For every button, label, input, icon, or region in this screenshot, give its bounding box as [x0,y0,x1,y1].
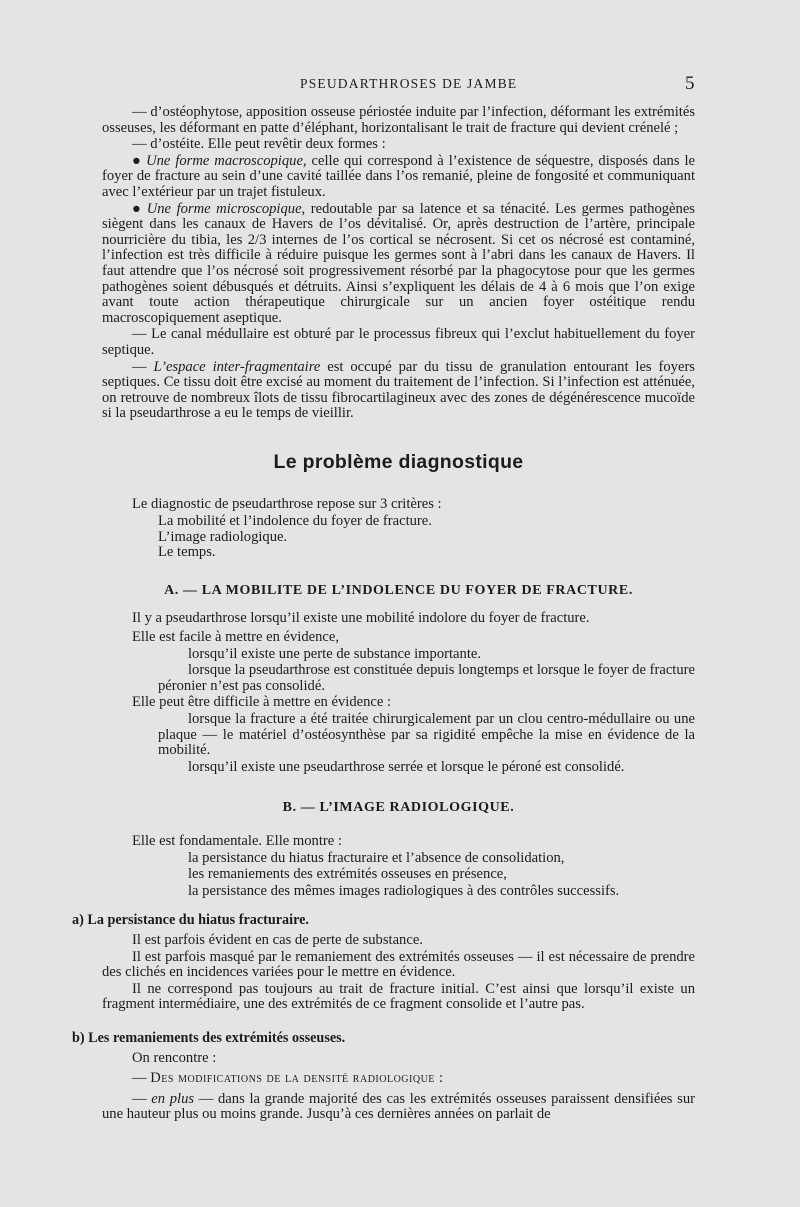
paragraph-difficile: Elle peut être difficile à mettre en évidence : [132,694,392,711]
paragraph-text: est occupé par du tissu de granulation entourant les foyers septiques. Ce tissu doit être excisé au moment du traitement de l’infection. Si l’infection est atténuée, on retrouve de nombreux îlots de tissu fibrocartilagineux avec des zones de dégénérescence mucoïde si la pseudarthrose a eu le temps de vieillir. [102,358,695,422]
paragraph-on-rencontre: On rencontre : [132,1049,217,1066]
paragraph-facile: Elle est facile à mettre en évidence, [132,629,340,646]
subheading-hiatus [72,913,695,929]
subsection-heading-b: B. — L’IMAGE RADIOLOGIQUE. [282,800,515,816]
list-item: Le temps. [158,544,216,561]
paragraph-osteite: — d’ostéite. Elle peut revêtir deux formes : [132,136,386,153]
running-title: PSEUDARTHROSES DE JAMBE [300,76,518,91]
bullet-icon: ● [132,152,143,169]
subheading-text: La persistance du hiatus fracturaire. [87,912,309,929]
emphasis-text: Une forme macroscopique, [146,152,307,169]
list-item: lorsqu’il existe une pseudarthrose serrée et lorsque le péroné est consolidé. [188,758,625,775]
smallcaps-text: Des modifications de la densité radiologique : [150,1070,444,1087]
body-text [72,104,695,1124]
section-heading-diagnostic: Le problème diagnostique [273,450,524,473]
list-item: lorsque la pseudarthrose est constituée depuis longtemps et lorsque le foyer de fracture péronier n’est pas consolidé. [158,662,695,694]
dash-text: — [132,358,154,375]
list-item: la persistance du hiatus fracturaire et l’absence de consolidation, [188,849,565,866]
list-item: L’image radiologique. [158,528,288,545]
emphasis-text: en plus [151,1090,195,1107]
emphasis-text: L’espace inter-fragmentaire [153,358,321,375]
dash-text: — [132,1070,151,1087]
paragraph-canal-medullaire: — Le canal médullaire est obturé par le processus fibreux qui l’exclut habituellement du foyer septique. [102,326,695,358]
paragraph-modifications-densite [102,1071,695,1087]
bullet-icon: ● [132,200,143,217]
item-label: a) [72,912,84,929]
paragraph-forme-microscopique [102,202,695,327]
paragraph-osteophytose: — d’ostéophytose, apposition osseuse périostée induite par l’infection, déformant les extrémités osseuses, les déformant en patte d’éléphant, horizontalisant le trait de fracture qui devient crénelé ; [102,104,695,136]
paragraph-text: celle qui correspond à l’existence de séquestre, disposés dans le foyer de fracture au sein d’une cavité taillée dans l’os remanié, pleine de fongosité et communiquant avec l’extérieur par un trajet fistuleux. [102,152,695,200]
list-item: les remaniements des extrémités osseuses en présence, [188,866,507,883]
subheading-remaniements [72,1031,695,1047]
paragraph-trait-initial: Il ne correspond pas toujours au trait de fracture initial. C’est ainsi que lorsqu’il existe un fragment intermédiaire, une des extrémités de ce fragment consolide et l’autre pas. [102,980,695,1013]
subsection-heading-a: A. — LA MOBILITE DE L’INDOLENCE DU FOYER DE FRACTURE. [164,582,633,598]
emphasis-text: Une forme microscopique, [146,200,306,217]
diagnostic-intro: Le diagnostic de pseudarthrose repose sur 3 critères : [132,496,442,513]
list-item: la persistance des mêmes images radiologiques à des contrôles successifs. [188,882,620,899]
paragraph-evident: Il est parfois évident en cas de perte de substance. [132,931,423,948]
criteria-list [102,514,695,561]
paragraph-espace-inter-fragmentaire [102,360,695,422]
list-item: lorsque la fracture a été traitée chirurgicalement par un clou centro-médullaire ou une plaque — le matériel d’ostéosynthèse par sa rigidité empêche la mise en évidence de la mobilité. [158,711,695,759]
paragraph-mobilite: Il y a pseudarthrose lorsqu’il existe une mobilité indolore du foyer de fracture. [132,610,590,627]
running-header [0,73,800,96]
paragraph-forme-macroscopique [102,154,695,201]
subheading-text: Les remaniements des extrémités osseuses. [88,1029,346,1046]
page-number: 5 [685,73,695,94]
item-label: b) [72,1029,85,1046]
paragraph-masque: Il est parfois masqué par le remaniement des extrémités osseuses — il est nécessaire de prendre des clichés en incidences variées pour le mettre en évidence. [102,948,695,981]
list-item: lorsqu’il existe une perte de substance importante. [188,645,482,662]
paragraph-fondamentale: Elle est fondamentale. Elle montre : [132,832,342,849]
dash-text: — [132,1090,152,1107]
paragraph-text: redoutable par sa latence et sa ténacité. Les germes pathogènes siègent dans les canaux de Havers de l’os dévitalisé. Or, après destruction de l’artère, principale nourricière du tibia, les 2/3 internes de l’os cortical se nécrosent. Si cet os nécrosé est contaminé, l’infection est très difficile à réduire puisque les germes sont à l’abri dans les canaux de Havers. Il faut attendre que l’os nécrosé soit progressivement résorbé par la phagocytose pour que les germes pathogènes soient débusqués et détruits. Ainsi s’expliquent les délais de 4 à 6 mois que l’on exige avant toute action thérapeutique chirurgicale sur un ancien foyer ostéitique rendu macroscopiquement aseptique. [102,200,695,326]
list-item: La mobilité et l’indolence du foyer de fracture. [158,513,432,530]
paragraph-text: — dans la grande majorité des cas les extrémités osseuses paraissent densifiées sur une hauteur plus ou moins grande. Jusqu’à ces dernières années on parlait de [102,1090,695,1123]
paragraph-en-plus [102,1092,695,1123]
